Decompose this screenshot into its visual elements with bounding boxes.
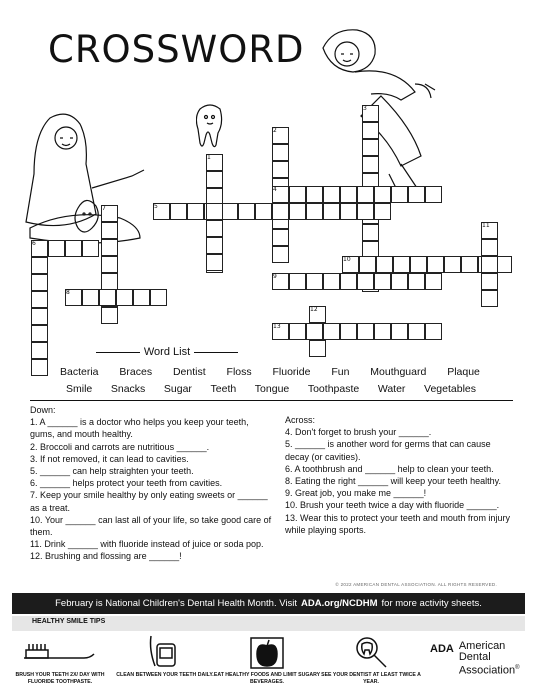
word-list-item: Braces — [119, 366, 153, 378]
grid-cell[interactable] — [323, 203, 340, 220]
tip-food — [212, 634, 322, 686]
down-clue: 12. Brushing and flossing are ______! — [30, 551, 182, 562]
grid-cell[interactable] — [425, 273, 442, 290]
grid-cell[interactable] — [206, 237, 223, 254]
grid-cell[interactable] — [340, 203, 357, 220]
across-clue: 6. A toothbrush and ______ help to clean your teeth. — [285, 463, 494, 474]
across-clue: 8. Eating the right ______ will keep your teeth healthy. — [285, 476, 501, 487]
grid-cell[interactable] — [481, 256, 498, 273]
apple-icon — [247, 634, 287, 670]
across-clues — [285, 414, 513, 536]
down-clues — [30, 404, 272, 563]
down-clue: 11. Drink ______ with fluoride instead of juice or soda pop. — [30, 539, 264, 550]
grid-cell[interactable] — [357, 186, 374, 203]
ada-logo-line-2: Dental — [458, 651, 491, 663]
ada-logo-line-3: Association — [458, 664, 516, 677]
grid-cell[interactable] — [362, 224, 379, 241]
word-list-item: Snacks — [110, 383, 146, 395]
grid-cell[interactable] — [425, 186, 442, 203]
grid-cell[interactable] — [82, 289, 99, 306]
grid-cell[interactable] — [323, 186, 340, 203]
ada-logo-mark: ® — [515, 665, 520, 671]
grid-cell[interactable] — [133, 289, 150, 306]
down-clue: 1. A ______ is a doctor who helps you keep your teeth, gums, and mouth healthy. — [30, 417, 249, 440]
grid-cell[interactable] — [357, 323, 374, 340]
across-clue: 4. Don't forget to brush your ______. — [285, 427, 432, 438]
down-clue: 7. Keep your smile healthy by only eating sweets or ______ as a treat. — [30, 490, 268, 513]
dentist-child-illustration — [10, 108, 160, 248]
grid-cell[interactable] — [391, 273, 408, 290]
word-list-item: Floss — [226, 366, 252, 378]
clue-number: 8 — [66, 289, 70, 296]
grid-cell[interactable] — [272, 246, 289, 263]
grid-cell[interactable] — [31, 291, 48, 308]
down-heading: Down: — [30, 405, 56, 415]
grid-cell[interactable] — [101, 222, 118, 239]
grid-cell[interactable] — [31, 274, 48, 291]
grid-cell[interactable] — [289, 323, 306, 340]
word-list-rule-left — [96, 352, 140, 353]
clue-number: 7 — [102, 205, 106, 212]
floss-icon — [145, 634, 185, 670]
grid-cell[interactable] — [238, 203, 255, 220]
word-list-title: Word List — [143, 346, 191, 358]
grid-cell[interactable] — [374, 273, 391, 290]
grid-cell[interactable] — [391, 323, 408, 340]
grid-cell[interactable] — [306, 203, 323, 220]
tooth-character-illustration — [196, 103, 224, 149]
clue-number: 13 — [273, 323, 281, 330]
word-list-row-1 — [60, 366, 480, 378]
grid-cell[interactable] — [362, 139, 379, 156]
word-list-row-2 — [66, 383, 476, 395]
grid-cell[interactable] — [340, 186, 357, 203]
grid-cell[interactable] — [31, 359, 48, 376]
grid-cell[interactable] — [340, 323, 357, 340]
grid-cell[interactable] — [206, 171, 223, 188]
grid-cell[interactable] — [221, 203, 238, 220]
grid-cell[interactable] — [272, 161, 289, 178]
banner-text-post: for more activity sheets. — [381, 598, 482, 609]
down-clue: 2. Broccoli and carrots are nutritious ______. — [30, 441, 210, 452]
grid-cell[interactable] — [187, 203, 204, 220]
grid-cell[interactable] — [31, 325, 48, 342]
clue-number: 4 — [273, 186, 277, 193]
word-list-item: Fun — [331, 366, 350, 378]
grid-cell[interactable] — [391, 186, 408, 203]
grid-cell[interactable] — [374, 203, 391, 220]
word-list-rule-right — [194, 352, 238, 353]
tip-brush-text: BRUSH YOUR TEETH 2X/ DAY WITH FLUORIDE TOOTHPASTE. — [15, 672, 105, 685]
tip-dentist-text: SEE YOUR DENTIST AT LEAST TWICE A YEAR. — [321, 672, 421, 685]
grid-cell[interactable] — [408, 273, 425, 290]
word-list-item: Vegetables — [424, 383, 476, 395]
clue-number: 2 — [273, 127, 277, 134]
tips-label: HEALTHY SMILE TIPS — [32, 618, 106, 625]
grid-cell[interactable] — [357, 203, 374, 220]
grid-cell[interactable] — [306, 323, 323, 340]
page-title: CROSSWORD — [48, 28, 305, 71]
word-list-item: Water — [377, 383, 406, 395]
ada-logo-short: ADA — [430, 643, 454, 655]
clue-number: 9 — [273, 273, 277, 280]
grid-cell[interactable] — [408, 186, 425, 203]
grid-cell[interactable] — [427, 256, 444, 273]
grid-cell[interactable] — [323, 273, 340, 290]
grid-cell[interactable] — [461, 256, 478, 273]
ada-logo — [430, 641, 520, 677]
grid-cell[interactable] — [306, 273, 323, 290]
grid-cell[interactable] — [376, 256, 393, 273]
banner-text-pre: February is National Children's Dental Health Month. Visit — [55, 598, 298, 609]
grid-cell[interactable] — [255, 203, 272, 220]
grid-cell[interactable] — [101, 239, 118, 256]
ada-logo-line-1: American — [458, 640, 506, 652]
word-list-heading — [92, 346, 242, 358]
word-list-item: Bacteria — [60, 366, 99, 378]
copyright: © 2022 AMERICAN DENTAL ASSOCIATION. ALL RIGHTS RESERVED. — [335, 582, 497, 587]
grid-cell[interactable] — [425, 323, 442, 340]
grid-cell[interactable] — [272, 203, 289, 220]
clue-number: 11 — [482, 222, 490, 229]
down-clue: 10. Your ______ can last all of your life, so take good care of them. — [30, 514, 272, 538]
across-heading: Across: — [285, 415, 316, 425]
clue-number: 1 — [207, 154, 211, 161]
banner-link[interactable]: ADA.org/NCDHM — [301, 598, 378, 609]
magnifier-tooth-icon — [351, 634, 391, 670]
clue-number: 5 — [154, 203, 158, 210]
grid-cell[interactable] — [481, 239, 498, 256]
grid-cell[interactable] — [82, 240, 99, 257]
grid-cell[interactable] — [99, 289, 116, 306]
grid-cell[interactable] — [65, 240, 82, 257]
down-clue: 3. If not removed, it can lead to cavities. — [30, 453, 189, 464]
toothbrush-icon — [20, 634, 100, 670]
grid-cell[interactable] — [374, 323, 391, 340]
grid-cell[interactable] — [481, 273, 498, 290]
grid-cell[interactable] — [408, 323, 425, 340]
across-clue: 13. Wear this to protect your teeth and mouth from injury while playing sports. — [285, 512, 510, 535]
grid-cell[interactable] — [374, 186, 391, 203]
grid-cell[interactable] — [272, 144, 289, 161]
divider — [30, 400, 513, 401]
grid-cell[interactable] — [31, 257, 48, 274]
clue-number: 10 — [343, 256, 351, 263]
grid-cell[interactable] — [393, 256, 410, 273]
word-list-item: Smile — [66, 383, 93, 395]
ncdhm-banner — [12, 593, 525, 614]
grid-cell[interactable] — [272, 229, 289, 246]
grid-cell[interactable] — [289, 273, 306, 290]
word-list-item: Tongue — [254, 383, 290, 395]
down-clue: 5. ______ can help straighten your teeth. — [30, 466, 194, 477]
word-list-item: Sugar — [163, 383, 192, 395]
word-list-item: Toothpaste — [307, 383, 360, 395]
grid-cell[interactable] — [359, 256, 376, 273]
grid-cell[interactable] — [101, 307, 118, 324]
tip-floss-text: CLEAN BETWEEN YOUR TEETH DAILY. — [116, 672, 214, 678]
grid-cell[interactable] — [31, 308, 48, 325]
tip-dentist — [316, 634, 426, 686]
grid-cell[interactable] — [362, 156, 379, 173]
grid-cell[interactable] — [116, 289, 133, 306]
grid-cell[interactable] — [289, 186, 306, 203]
word-list-item: Fluoride — [272, 366, 311, 378]
clue-number: 12 — [310, 306, 318, 313]
grid-cell[interactable] — [306, 186, 323, 203]
grid-cell[interactable] — [481, 290, 498, 307]
word-list-item: Mouthguard — [370, 366, 427, 378]
word-list-item: Dentist — [172, 366, 206, 378]
tip-floss — [110, 634, 220, 679]
grid-cell[interactable] — [170, 203, 187, 220]
across-clue: 10. Brush your teeth twice a day with fluoride ______. — [285, 500, 500, 511]
grid-cell[interactable] — [48, 240, 65, 257]
clue-number: 6 — [32, 240, 36, 247]
tip-brush — [5, 634, 115, 686]
grid-cell[interactable] — [206, 220, 223, 237]
grid-cell[interactable] — [101, 273, 118, 290]
grid-cell[interactable] — [362, 122, 379, 139]
clue-number: 3 — [363, 105, 367, 112]
grid-cell[interactable] — [31, 342, 48, 359]
across-clue: 5. ______ is another word for germs that can cause decay (or cavities). — [285, 439, 491, 462]
tip-food-text: EAT HEALTHY FOODS AND LIMIT SUGARY BEVERAGES. — [213, 672, 321, 685]
grid-cell[interactable] — [309, 340, 326, 357]
grid-cell[interactable] — [444, 256, 461, 273]
word-list-item: Plaque — [447, 366, 480, 378]
grid-cell[interactable] — [289, 203, 306, 220]
grid-cell[interactable] — [206, 203, 223, 220]
grid-cell[interactable] — [206, 254, 223, 271]
grid-cell[interactable] — [340, 273, 357, 290]
grid-cell[interactable] — [357, 273, 374, 290]
grid-cell[interactable] — [150, 289, 167, 306]
word-list-item: Teeth — [210, 383, 237, 395]
across-clue: 9. Great job, you make me ______! — [285, 488, 427, 499]
down-clue: 6. ______ helps protect your teeth from cavities. — [30, 478, 223, 489]
grid-cell[interactable] — [410, 256, 427, 273]
grid-cell[interactable] — [101, 256, 118, 273]
grid-cell[interactable] — [323, 323, 340, 340]
